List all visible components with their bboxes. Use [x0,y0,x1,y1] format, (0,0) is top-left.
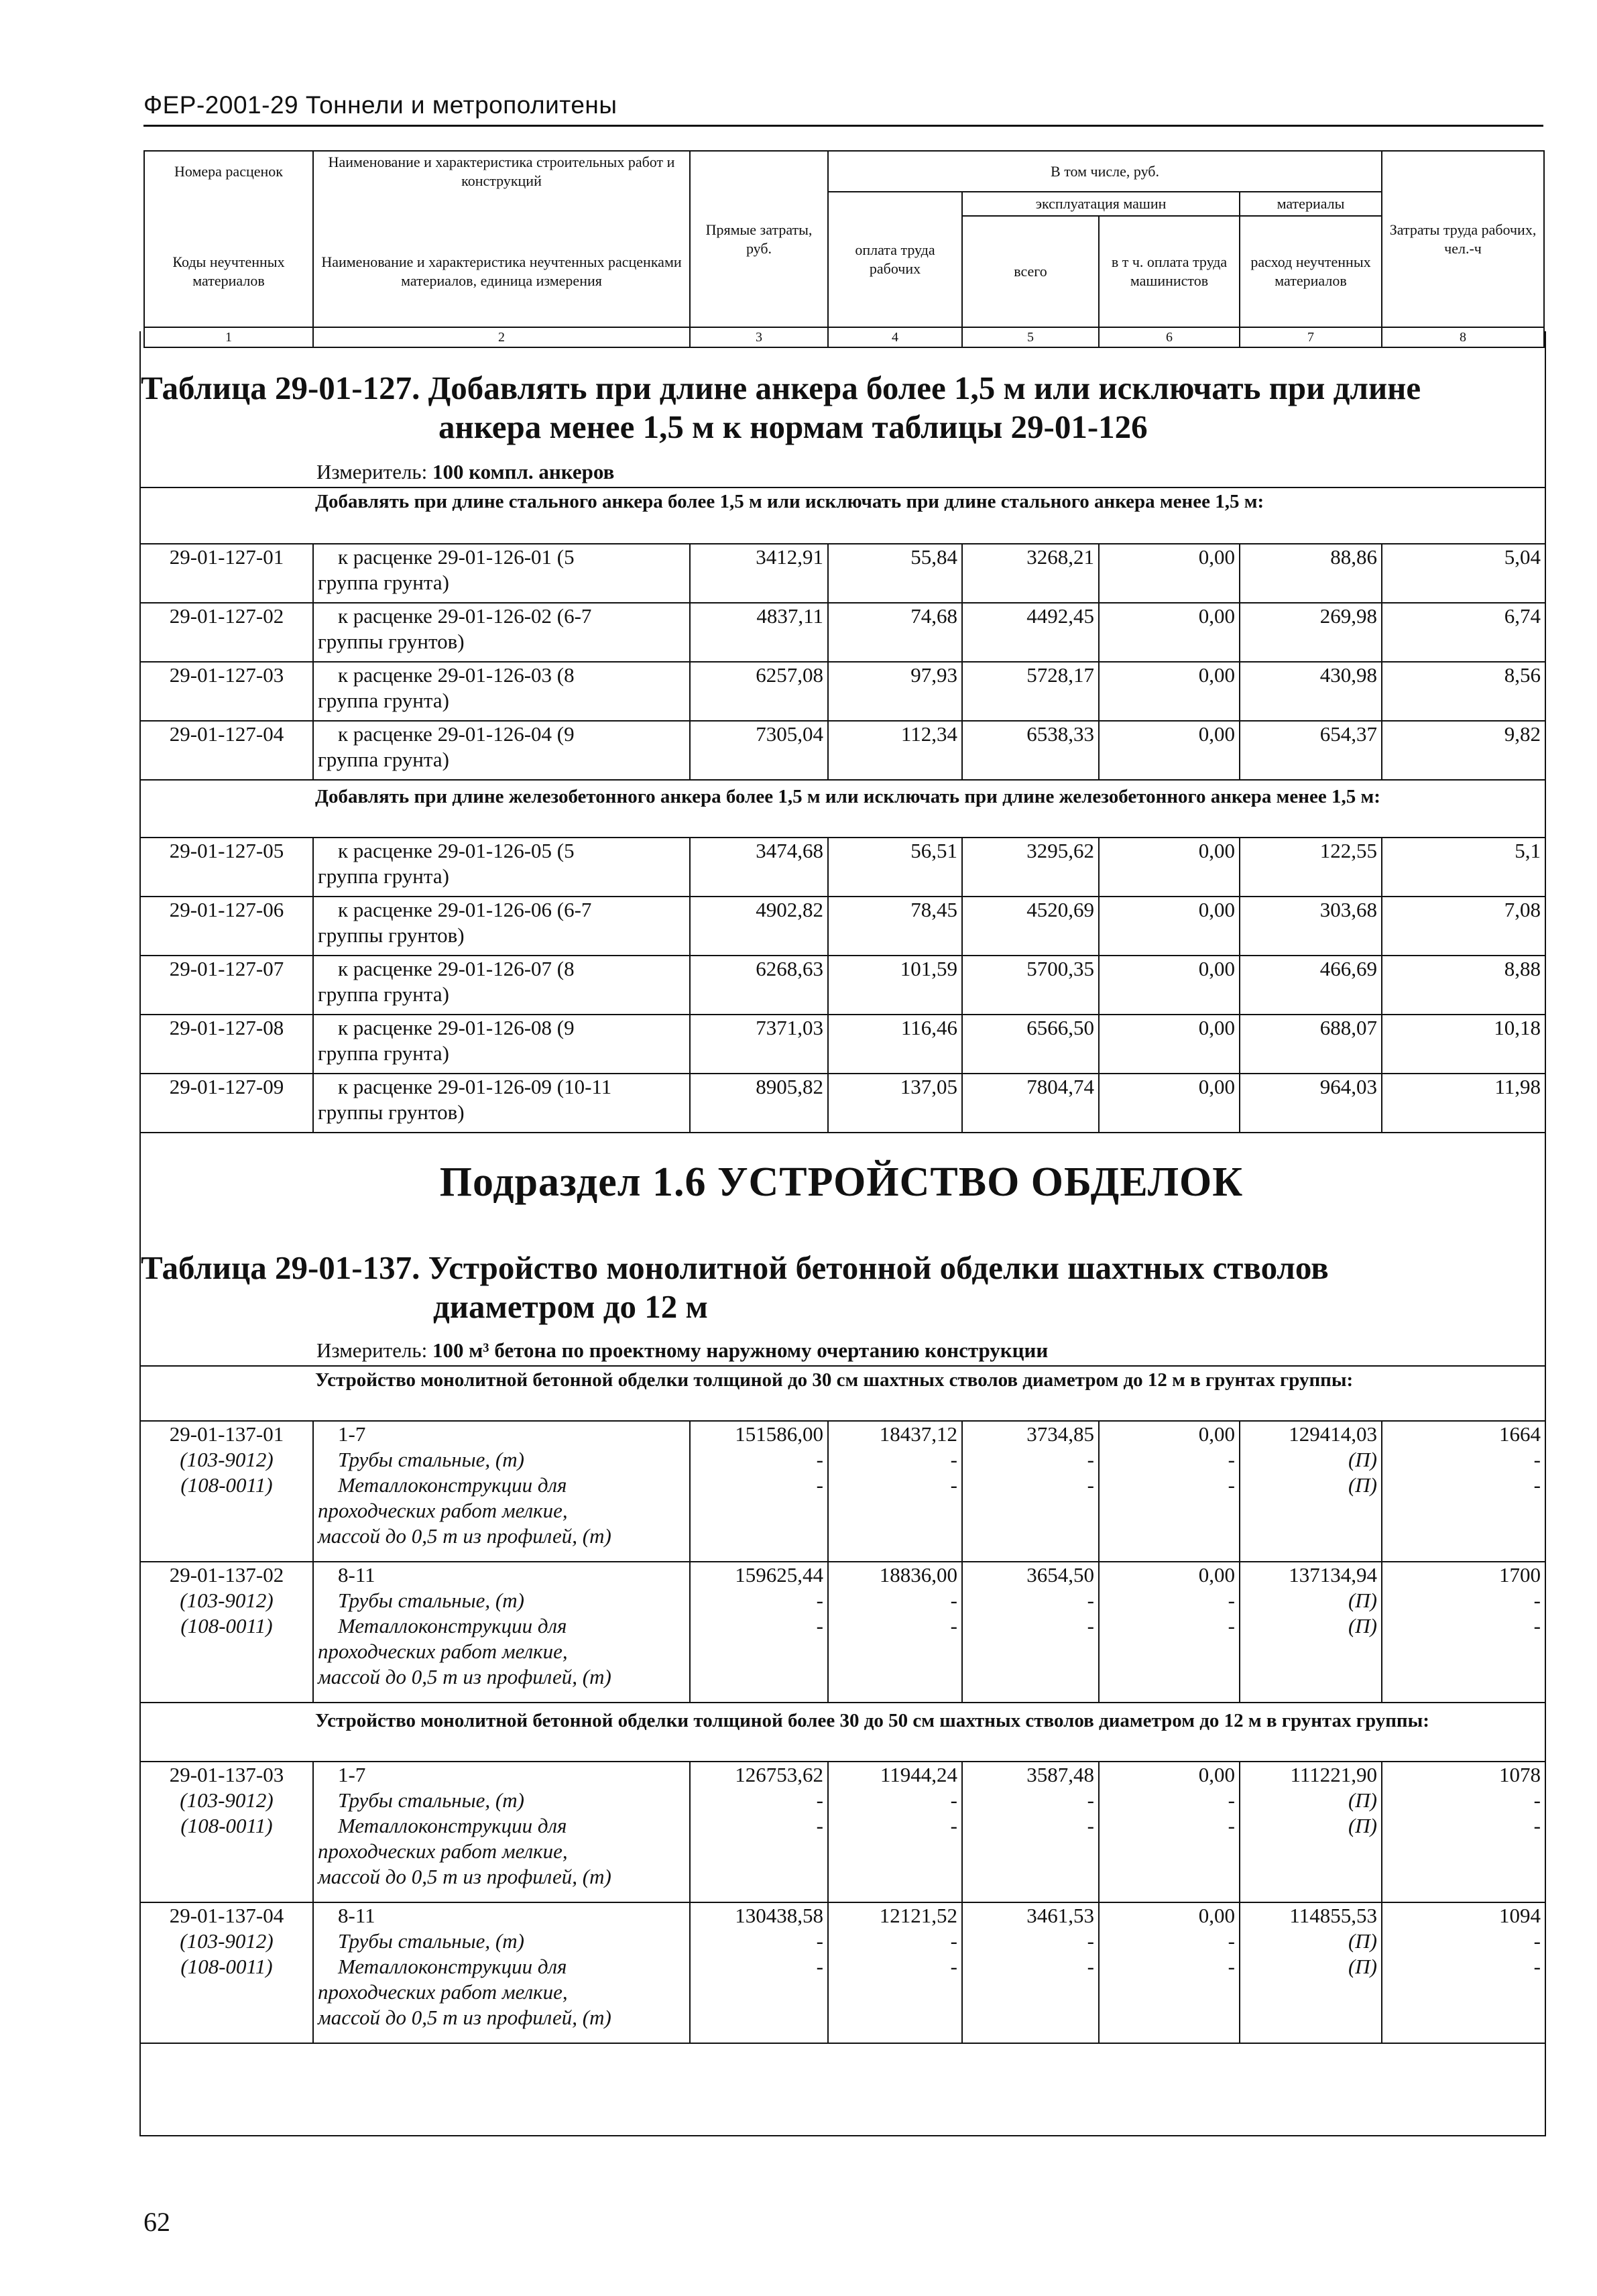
value-c3: 7371,03 [690,1015,828,1074]
dash: - [1533,1614,1541,1638]
value: 129414,03 [1289,1422,1377,1446]
value: 18437,12 [879,1422,957,1446]
dash: - [1087,1614,1094,1638]
rate-code: 29-01-127-06 [140,897,313,956]
value-c4: 112,34 [828,721,962,780]
desc-line: к расценке 29-01-126-07 (8 [338,957,575,980]
value-c6 [1099,1902,1240,2043]
value: 1094 [1499,1904,1541,1927]
page-number: 62 [143,2207,170,2237]
value: 3587,48 [1026,1763,1094,1786]
desc-line: группы грунтов) [318,923,465,947]
project-mark: (П) [1348,1614,1377,1638]
value: 0,00 [1198,1422,1235,1446]
value-c4 [828,1421,962,1562]
material-code: (103-9012) [180,1929,274,1953]
table-row [140,721,1545,780]
value-c7: 269,98 [1240,603,1382,662]
value-c7 [1240,1421,1382,1562]
group-mat-header: материалы [1240,192,1382,216]
material-code: (108-0011) [180,1473,273,1497]
value-c3: 8905,82 [690,1074,828,1133]
dash: - [950,1473,957,1497]
value-c3: 4902,82 [690,897,828,956]
table-row [140,897,1545,956]
rate-description [313,1015,690,1074]
value-c4: 137,05 [828,1074,962,1133]
desc-line: к расценке 29-01-126-04 (9 [338,722,575,746]
table-127-measure: Измеритель: 100 компл. анкеров [316,460,615,483]
rate-description [313,1074,690,1133]
table-127-title-line1: Таблица 29-01-127. Добавлять при длине анкера более 1,5 м или исключать при длине [141,369,1421,406]
page-header-title: ФЕР-2001-29 Тоннели и метрополитены [143,91,617,119]
value-c3: 6257,08 [690,662,828,721]
desc-line: группы грунтов) [318,630,465,653]
col-num: 4 [828,327,962,347]
dash: - [816,1929,823,1953]
value-c5 [962,1421,1099,1562]
table-137-measure: Измеритель: 100 м³ бетона по проектному наружному очертанию конструкции [316,1338,1049,1362]
table-137-rows-30 [139,1420,1546,1703]
value: 114855,53 [1289,1904,1377,1927]
col-num: 7 [1240,327,1382,347]
desc-line: группа грунта) [318,571,449,594]
col2-bottom: Наименование и характеристика неучтенных расценками материалов, единица измерения [313,216,690,327]
value-c6: 0,00 [1099,1015,1240,1074]
value-c6: 0,00 [1099,662,1240,721]
rate-code: 29-01-127-09 [140,1074,313,1133]
value-c8 [1382,1762,1545,1902]
rate-code: 29-01-127-02 [140,603,313,662]
value-c6: 0,00 [1099,897,1240,956]
value-c5 [962,1762,1099,1902]
value-c6: 0,00 [1099,956,1240,1015]
rate-code-text: 29-01-137-02 [169,1563,284,1587]
value: 126753,62 [735,1763,823,1786]
value-c6: 0,00 [1099,544,1240,603]
desc-line: к расценке 29-01-126-05 (5 [338,839,575,862]
desc-line: к расценке 29-01-126-08 (9 [338,1016,575,1039]
table-row [140,1762,1545,1902]
material-name: Металлоконструкции для [338,1614,567,1638]
project-mark: (П) [1348,1929,1377,1953]
desc-line: к расценке 29-01-126-03 (8 [338,663,575,687]
value: 0,00 [1198,1763,1235,1786]
value-c4: 56,51 [828,838,962,897]
col8-header: Затраты труда рабочих, чел.-ч [1382,151,1544,327]
value-c3: 3412,91 [690,544,828,603]
value-c4: 55,84 [828,544,962,603]
value-c6: 0,00 [1099,603,1240,662]
material-code: (108-0011) [180,1614,273,1638]
table-row [140,1562,1545,1703]
dash: - [950,1955,957,1978]
group-mach-header: эксплуатация машин [962,192,1240,216]
rate-code-text: 29-01-137-03 [169,1763,284,1786]
col1-bottom: Коды неучтенных материалов [144,216,313,327]
project-mark: (П) [1348,1814,1377,1837]
value-c5: 3268,21 [962,544,1099,603]
material-name: Металлоконструкции для [338,1473,567,1497]
material-name: Трубы стальные, (т) [338,1448,524,1471]
material-code: (108-0011) [180,1955,273,1978]
dash: - [816,1448,823,1471]
material-code: (103-9012) [180,1448,274,1471]
dash: - [950,1448,957,1471]
value-c6 [1099,1562,1240,1703]
material-name: массой до 0,5 т из профилей, (т) [318,1524,611,1548]
dash: - [1087,1448,1094,1471]
rate-code-text: 29-01-137-04 [169,1904,284,1927]
value-c7: 303,68 [1240,897,1382,956]
value-c6: 0,00 [1099,838,1240,897]
value: 130438,58 [735,1904,823,1927]
table-137-group-50: Устройство монолитной бетонной обделки толщиной более 30 до 50 см шахтных стволов диаметром до 12 м в грунтах группы: [315,1710,1429,1731]
value-c6: 0,00 [1099,721,1240,780]
project-mark: (П) [1348,1473,1377,1497]
value-c3: 3474,68 [690,838,828,897]
rate-code: 29-01-127-04 [140,721,313,780]
material-code: (108-0011) [180,1814,273,1837]
project-mark: (П) [1348,1788,1377,1812]
value-c7: 88,86 [1240,544,1382,603]
dash: - [1533,1955,1541,1978]
dash: - [1533,1814,1541,1837]
rate-code: 29-01-127-03 [140,662,313,721]
rate-code-text: 29-01-137-01 [169,1422,284,1446]
table-137-title-line2: диаметром до 12 м [433,1288,708,1325]
rate-code [140,1762,313,1902]
dash: - [950,1814,957,1837]
rate-code [140,1902,313,2043]
value-c4 [828,1562,962,1703]
table-127-title-line2: анкера менее 1,5 м к нормам таблицы 29-01-126 [438,408,1148,445]
value-c7: 430,98 [1240,662,1382,721]
value-c3: 4837,11 [690,603,828,662]
rate-code [140,1421,313,1562]
rate-description [313,1902,690,2043]
soil-group: 1-7 [338,1763,366,1786]
value-c5: 4492,45 [962,603,1099,662]
rate-code [140,1562,313,1703]
dash: - [816,1589,823,1612]
value-c4 [828,1902,962,2043]
value-c8: 5,1 [1382,838,1545,897]
dash: - [816,1614,823,1638]
rate-description [313,603,690,662]
rate-description [313,1762,690,1902]
value: 159625,44 [735,1563,823,1587]
value: 111221,90 [1290,1763,1377,1786]
value-c3: 7305,04 [690,721,828,780]
desc-line: группы грунтов) [318,1100,465,1124]
project-mark: (П) [1348,1955,1377,1978]
table-row [140,1902,1545,2043]
material-name: Трубы стальные, (т) [338,1788,524,1812]
dash: - [950,1929,957,1953]
value-c5 [962,1562,1099,1703]
material-name: Металлоконструкции для [338,1814,567,1837]
dash: - [950,1614,957,1638]
desc-line: к расценке 29-01-126-01 (5 [338,545,575,569]
col-num: 1 [144,327,313,347]
col3-header: Прямые затраты, руб. [690,151,828,327]
rate-description [313,544,690,603]
soil-group: 8-11 [338,1563,375,1587]
table-row [140,1421,1545,1562]
material-name: Металлоконструкции для [338,1955,567,1978]
value-c5: 5700,35 [962,956,1099,1015]
value-c4: 97,93 [828,662,962,721]
table-127-group-steel: Добавлять при длине стального анкера более 1,5 м или исключать при длине стального анкера менее 1,5 м: [315,491,1264,512]
value: 3654,50 [1026,1563,1094,1587]
value: 3734,85 [1026,1422,1094,1446]
table-row [140,603,1545,662]
value-c5: 6538,33 [962,721,1099,780]
value-c5: 7804,74 [962,1074,1099,1133]
value-c4: 101,59 [828,956,962,1015]
value-c8: 6,74 [1382,603,1545,662]
dash: - [1087,1589,1094,1612]
value-c5: 6566,50 [962,1015,1099,1074]
rate-description [313,956,690,1015]
table-row [140,1015,1545,1074]
table-row [140,662,1545,721]
value: 3461,53 [1026,1904,1094,1927]
dash: - [816,1814,823,1837]
table-127-rows-steel [139,543,1546,781]
soil-group: 1-7 [338,1422,366,1446]
material-name: массой до 0,5 т из профилей, (т) [318,1665,611,1688]
value-c4: 78,45 [828,897,962,956]
value-c5 [962,1902,1099,2043]
table-137-title-line1: Таблица 29-01-137. Устройство монолитной бетонной обделки шахтных стволов [141,1249,1329,1286]
value-c8: 5,04 [1382,544,1545,603]
value: 1078 [1499,1763,1541,1786]
rate-description [313,662,690,721]
dash: - [1228,1448,1235,1471]
dash: - [1533,1473,1541,1497]
value-c8: 9,82 [1382,721,1545,780]
dash: - [1533,1929,1541,1953]
dash: - [1087,1814,1094,1837]
value-c8: 8,88 [1382,956,1545,1015]
value-c5: 5728,17 [962,662,1099,721]
col5-header: всего [962,216,1099,327]
value-c7 [1240,1762,1382,1902]
table-127-group-rc: Добавлять при длине железобетонного анкера более 1,5 м или исключать при длине железобетонного анкера менее 1,5 м: [315,786,1380,807]
value-c7 [1240,1902,1382,2043]
col-num: 5 [962,327,1099,347]
material-name: проходческих работ мелкие, [318,1640,568,1663]
material-name: Трубы стальные, (т) [338,1929,524,1953]
rate-code: 29-01-127-01 [140,544,313,603]
material-code: (103-9012) [180,1589,274,1612]
dash: - [1228,1929,1235,1953]
table-row [140,1074,1545,1133]
table-137-group-30: Устройство монолитной бетонной обделки толщиной до 30 см шахтных стволов диаметром до 12 м в грунтах группы: [315,1369,1354,1391]
dash: - [1228,1955,1235,1978]
dash: - [1087,1788,1094,1812]
col6-header: в т ч. оплата труда машинистов [1099,216,1240,327]
material-name: массой до 0,5 т из профилей, (т) [318,1865,611,1888]
dash: - [816,1955,823,1978]
table-137-rows-50 [139,1761,1546,2044]
value-c7: 654,37 [1240,721,1382,780]
value-c8 [1382,1562,1545,1703]
column-header-table [143,150,1545,348]
rate-description [313,1562,690,1703]
dash: - [1228,1589,1235,1612]
value-c3 [690,1762,828,1902]
value-c8 [1382,1902,1545,2043]
value-c7: 964,03 [1240,1074,1382,1133]
value-c5: 3295,62 [962,838,1099,897]
col1-top: Номера расценок [144,151,313,192]
rate-description [313,838,690,897]
dash: - [1228,1814,1235,1837]
rate-description [313,897,690,956]
value-c8 [1382,1421,1545,1562]
value-c6 [1099,1421,1240,1562]
desc-line: группа грунта) [318,689,449,712]
material-name: проходческих работ мелкие, [318,1980,568,2004]
dash: - [950,1589,957,1612]
rate-code: 29-01-127-05 [140,838,313,897]
rate-code: 29-01-127-08 [140,1015,313,1074]
project-mark: (П) [1348,1589,1377,1612]
rate-description [313,1421,690,1562]
material-name: проходческих работ мелкие, [318,1839,568,1863]
value-c3 [690,1562,828,1703]
value: 151586,00 [735,1422,823,1446]
header-rule [143,125,1543,127]
desc-line: группа грунта) [318,1041,449,1065]
material-name: Трубы стальные, (т) [338,1589,524,1612]
value: 0,00 [1198,1904,1235,1927]
group-incl-header: В том числе, руб. [828,151,1382,192]
project-mark: (П) [1348,1448,1377,1471]
col-num: 2 [313,327,690,347]
value-c4: 116,46 [828,1015,962,1074]
dash: - [1533,1788,1541,1812]
value-c7: 688,07 [1240,1015,1382,1074]
value-c3 [690,1421,828,1562]
value: 137134,94 [1289,1563,1377,1587]
desc-line: группа грунта) [318,864,449,888]
dash: - [1087,1929,1094,1953]
dash: - [1533,1448,1541,1471]
value-c8: 8,56 [1382,662,1545,721]
dash: - [1087,1955,1094,1978]
rate-description [313,721,690,780]
table-row [140,838,1545,897]
material-code: (103-9012) [180,1788,274,1812]
desc-line: к расценке 29-01-126-02 (6-7 [338,604,592,628]
value-c7 [1240,1562,1382,1703]
value-c8: 10,18 [1382,1015,1545,1074]
value-c4: 74,68 [828,603,962,662]
value: 0,00 [1198,1563,1235,1587]
subsection-title: Подраздел 1.6 УСТРОЙСТВО ОБДЕЛОК [439,1159,1244,1205]
value-c6: 0,00 [1099,1074,1240,1133]
col-num: 6 [1099,327,1240,347]
col7-header: расход неучтенных материалов [1240,216,1382,327]
dash: - [816,1473,823,1497]
material-name: массой до 0,5 т из профилей, (т) [318,2006,611,2029]
dash: - [950,1788,957,1812]
value: 1664 [1499,1422,1541,1446]
desc-line: к расценке 29-01-126-06 (6-7 [338,898,592,921]
value-c4 [828,1762,962,1902]
dash: - [1533,1589,1541,1612]
value-c6 [1099,1762,1240,1902]
col2-top: Наименование и характеристика строительных работ и конструкций [313,151,690,192]
value: 11944,24 [880,1763,957,1786]
desc-line: группа грунта) [318,748,449,771]
dash: - [1228,1473,1235,1497]
col4-header: оплата труда рабочих [828,192,962,327]
desc-line: к расценке 29-01-126-09 (10-11 [338,1075,612,1098]
value-c7: 466,69 [1240,956,1382,1015]
table-row [140,956,1545,1015]
col-num: 8 [1382,327,1544,347]
soil-group: 8-11 [338,1904,375,1927]
dash: - [1087,1473,1094,1497]
value: 1700 [1499,1563,1541,1587]
value-c7: 122,55 [1240,838,1382,897]
value-c8: 11,98 [1382,1074,1545,1133]
rate-code: 29-01-127-07 [140,956,313,1015]
table-127-rows-rc [139,837,1546,1133]
value: 18836,00 [879,1563,957,1587]
col-num: 3 [690,327,828,347]
table-row [140,544,1545,603]
dash: - [1228,1614,1235,1638]
material-name: проходческих работ мелкие, [318,1499,568,1522]
value-c5: 4520,69 [962,897,1099,956]
value-c3 [690,1902,828,2043]
dash: - [1228,1788,1235,1812]
value-c3: 6268,63 [690,956,828,1015]
value-c8: 7,08 [1382,897,1545,956]
desc-line: группа грунта) [318,982,449,1006]
value: 12121,52 [879,1904,957,1927]
dash: - [816,1788,823,1812]
